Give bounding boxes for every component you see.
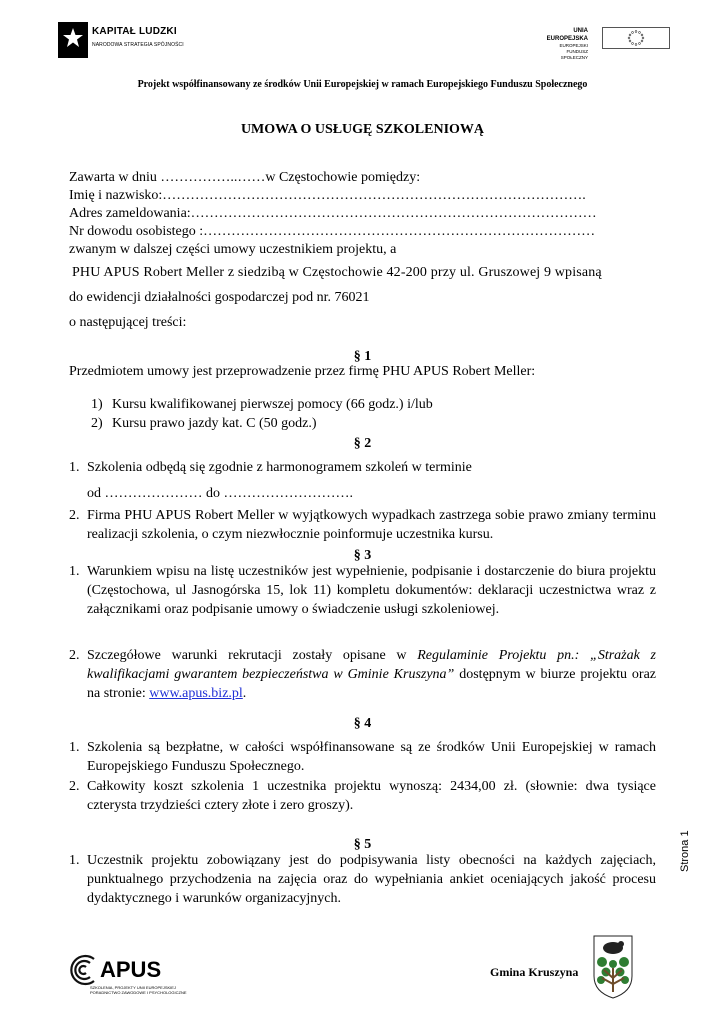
apus-logo-word: APUS [100,957,162,982]
intro-date-line: Zawarta w dniu ……………..……w Częstochowie pomiędzy: [69,170,421,185]
eu-logo-line-1: UNIA EUROPEJSKA [546,28,588,42]
apus-logo-icon [68,953,98,987]
list-item-number: 2. [69,648,80,663]
page-number: Strona 1 [679,830,691,872]
section-3-para-1: Warunkiem wpisu na listę uczestników jest wypełnienie, podpisanie i dostarczenie do biura projektu (Częstochowa, ul Jasnogórska 15, lok 11) kompletu dokumentów: deklaracji uczestnictwa wraz z załącznikami oraz podpisanie umowy o świadczenie usługi szkoleniowej. [87,564,656,617]
intro-participant-line: zwanym w dalszej części umowy uczestnikiem projektu, a [69,242,397,257]
list-item-number: 1. [69,853,80,868]
section-3-para-2-end: . [242,686,247,701]
section-2-para-1: Szkolenia odbędą się zgodnie z harmonogramem szkoleń w terminie [87,460,472,475]
intro-address-line: Adres zameldowania:…………………………………………………………………………… [69,206,597,221]
section-2-para-2: Firma PHU APUS Robert Meller w wyjątkowych wypadkach zastrzega sobie prawo zmiany terminu realizacji szkolenia, o czym niezwłocznie poinformuje uczestnika kursu. [87,508,656,542]
list-item-number: 2) [91,416,103,431]
section-4-para-1: Szkolenia są bezpłatne, w całości współfinansowane są ze środków Unii Europejskiej w ramach Europejskiego Funduszu Społecznego. [87,740,656,774]
course-driving-c: Kursu prawo jazdy kat. C (50 godz.) [112,416,317,431]
kapital-ludzki-logo-icon [58,22,88,58]
kapital-ludzki-title: KAPITAŁ LUDZKI [92,26,177,37]
section-5-heading: § 5 [353,837,372,852]
list-item-number: 1) [91,397,103,412]
gmina-crest-icon [592,934,634,1000]
list-item-number: 1. [69,460,80,475]
intro-id-line: Nr dowodu osobistego :………………………………………………………………………… [69,224,596,239]
list-item-number: 1. [69,564,80,579]
intro-name-line: Imię i nazwisko:………………………………………………………………………………. [69,188,586,203]
company-line-1: PHU APUS Robert Meller z siedzibą w Częstochowie 42-200 przy ul. Gruszowej 9 wpisaną [72,265,602,280]
course-first-aid: Kursu kwalifikowanej pierwszej pomocy (66 godz.) i/lub [112,397,433,412]
section-3-heading: § 3 [353,548,372,563]
eu-flag-icon [602,27,670,49]
list-item-number: 1. [69,740,80,755]
section-2-dates: od ………………… do ………………………. [87,486,353,501]
apus-logo-subtitle [90,985,187,995]
apus-sub-line-1: SZKOLENIA, PROJEKTY UNII EUROPEJSKIEJ [90,985,176,990]
section-4-heading: § 4 [353,716,372,731]
company-line-2: do ewidencji działalności gospodarczej pod nr. 76021 [69,290,370,305]
section-5-para-1: Uczestnik projektu zobowiązany jest do podpisywania listy obecności na każdych zajęciach, punktualnego przychodzenia na zajęcia oraz do wypełniania ankiet oceniających jakość procesu dydaktycznego i warunków organizacyjnych. [87,853,656,906]
page-title: UMOWA O USŁUGĘ SZKOLENIOWĄ [240,122,485,137]
following-content: o następującej treści: [69,315,187,330]
section-1-heading: § 1 [353,349,372,364]
apus-website-link[interactable]: www.apus.biz.pl [149,686,243,701]
section-3-para-2-text: dostępnym w biurze projektu oraz na stronie: [87,667,657,701]
list-item-number: 2. [69,508,80,523]
kapital-ludzki-subtitle: NARODOWA STRATEGIA SPÓJNOŚCI [92,42,184,48]
eu-logo-line-2: EUROPEJSKI [559,43,588,48]
section-3-para-2-text: Szczegółowe warunki rekrutacji zostały opisane w [87,648,418,663]
gmina-label: Gmina Kruszyna [490,965,579,979]
cofinance-note: Projekt współfinansowany ze środków Unii Europejskiej w ramach Europejskiego Funduszu Społecznego [137,79,588,90]
section-2-heading: § 2 [353,436,372,451]
eu-logo-line-3: FUNDUSZ SPOŁECZNY [560,49,588,60]
section-3-para-2 [87,646,656,703]
list-item-number: 2. [69,779,80,794]
section-4-para-2: Całkowity koszt szkolenia 1 uczestnika projektu wynoszą: 2434,00 zł. (słownie: dwa tysiące czterysta trzydzieści cztery złote i zero groszy). [87,779,656,813]
regulation-title: Regulaminie Projektu pn.: „Strażak z kwalifikacjami gwarantem bezpieczeństwa w Gminie Kruszyna” [87,648,656,682]
apus-sub-line-2: PORADNICTWO ZAWODOWE I PSYCHOLOGICZNE [90,990,187,995]
section-1-text: Przedmiotem umowy jest przeprowadzenie przez firmę PHU APUS Robert Meller: [69,364,536,379]
